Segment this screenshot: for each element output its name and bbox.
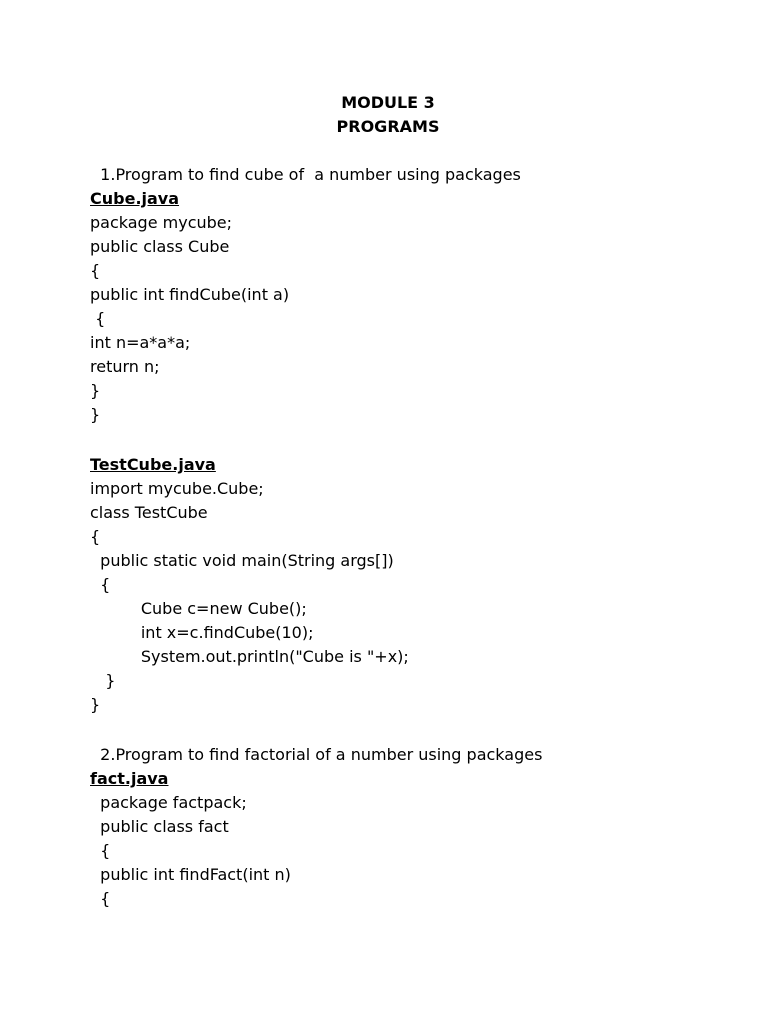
code-line: { bbox=[90, 527, 101, 546]
programs-title: PROGRAMS bbox=[336, 117, 440, 136]
code-line: } bbox=[90, 405, 101, 424]
code-line: int n=a*a*a; bbox=[90, 333, 191, 352]
module-title: MODULE 3 bbox=[341, 93, 435, 112]
code-line: } bbox=[90, 381, 101, 400]
code-line: { bbox=[90, 889, 111, 908]
code-line: package factpack; bbox=[90, 793, 247, 812]
code-line: System.out.println("Cube is "+x); bbox=[90, 647, 409, 666]
cube-java-filename: Cube.java bbox=[90, 189, 180, 208]
code-line: { bbox=[90, 309, 106, 328]
code-line: import mycube.Cube; bbox=[90, 479, 264, 498]
code-line: public static void main(String args[]) bbox=[90, 551, 394, 570]
code-line: public int findFact(int n) bbox=[90, 865, 291, 884]
code-line: Cube c=new Cube(); bbox=[90, 599, 307, 618]
code-line: } bbox=[90, 695, 101, 714]
section-2-heading: 2.Program to find factorial of a number using packages bbox=[90, 745, 543, 764]
code-line: class TestCube bbox=[90, 503, 208, 522]
code-line: package mycube; bbox=[90, 213, 233, 232]
code-line: { bbox=[90, 261, 101, 280]
code-line: int x=c.findCube(10); bbox=[90, 623, 314, 642]
code-line: { bbox=[90, 575, 111, 594]
code-line: public class fact bbox=[90, 817, 229, 836]
testcube-java-filename: TestCube.java bbox=[90, 455, 216, 474]
code-line: } bbox=[90, 671, 116, 690]
code-line: { bbox=[90, 841, 111, 860]
code-line: public int findCube(int a) bbox=[90, 285, 290, 304]
code-line: public class Cube bbox=[90, 237, 230, 256]
fact-java-filename: fact.java bbox=[90, 769, 169, 788]
section-1-heading: 1.Program to find cube of a number using packages bbox=[90, 165, 521, 184]
code-line: return n; bbox=[90, 357, 160, 376]
